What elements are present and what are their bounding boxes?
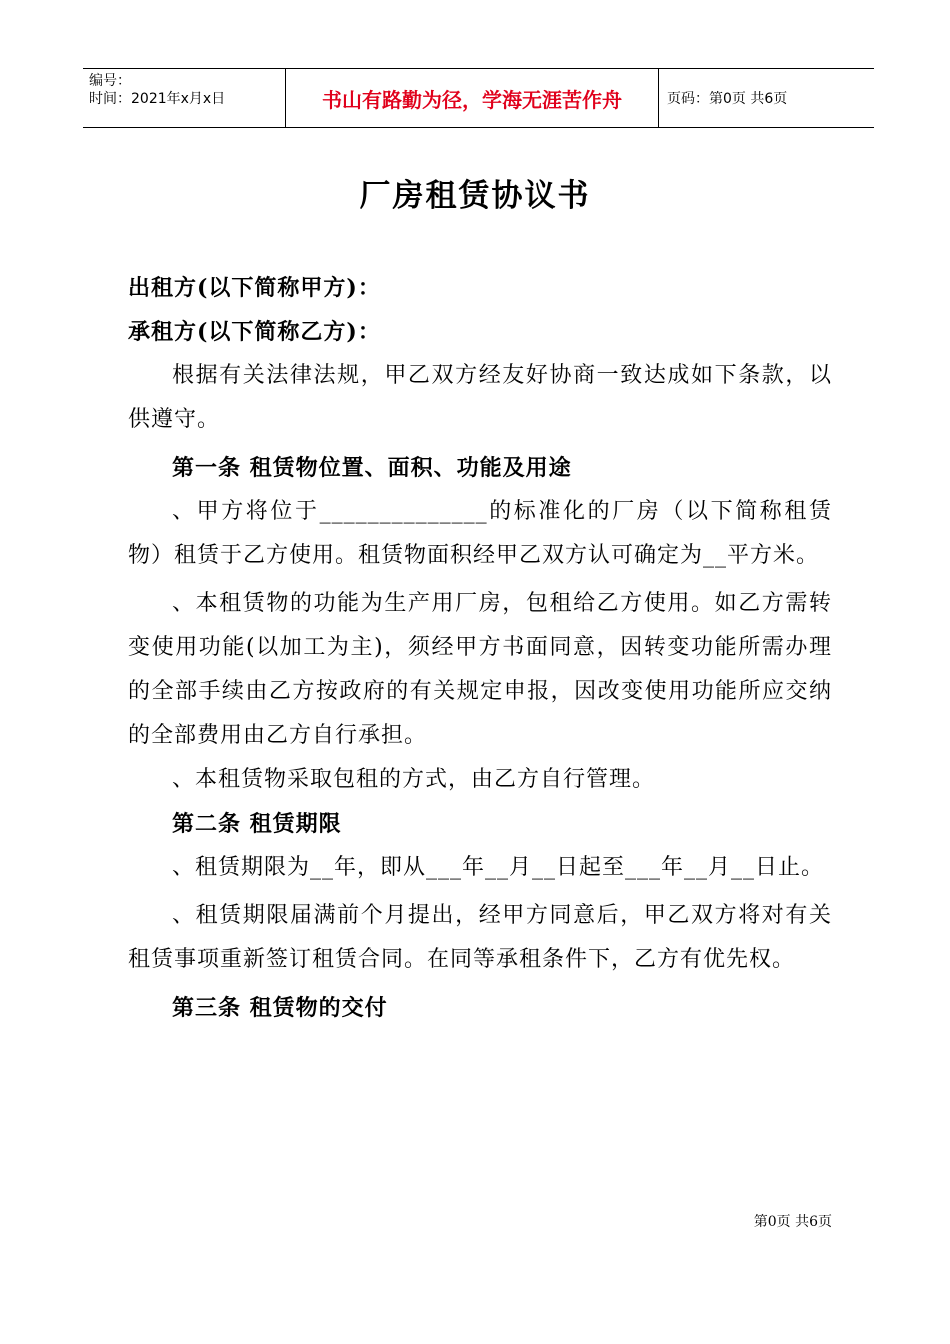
header-meta-cell — [83, 69, 286, 127]
article-1-paragraph-2: 、本租赁物的功能为生产用厂房，包租给乙方使用。如乙方需转变使用功能(以加工为主)，须经甲方书面同意，因转变功能所需办理的全部手续由乙方按政府的有关规定申报，因改变使用功能所应交纳的全部费用由乙方自行承担。 — [128, 591, 832, 748]
header-page-info: 页码：第0页 共6页 — [667, 91, 788, 107]
intro-paragraph: 根据有关法律法规，甲乙双方经友好协商一致达成如下条款，以供遵守。 — [128, 363, 832, 432]
lessee-line: 承租方(以下简称乙方)： — [128, 319, 381, 345]
article-2-paragraph-2: 、租赁期限届满前个月提出，经甲方同意后，甲乙双方将对有关租赁事项重新签订租赁合同。在同等承租条件下，乙方有优先权。 — [128, 903, 832, 972]
article-2-paragraph-1: 、租赁期限为__年，即从___年__月__日起至___年__月__日止。 — [172, 855, 825, 880]
article-1-paragraph-1: 、甲方将位于______________的标准化的厂房（以下简称租赁物）租赁于乙方使用。租赁物面积经甲乙双方认可确定为__平方米。 — [128, 499, 832, 568]
article-3-title: 第三条 租赁物的交付 — [172, 995, 388, 1021]
number-label: 编号： — [89, 73, 131, 89]
article-1-paragraph-3: 、本租赁物采取包租的方式，由乙方自行管理。 — [172, 767, 656, 792]
footer-page-info: 第0页 共6页 — [753, 1214, 832, 1230]
document-title: 厂房租赁协议书 — [359, 178, 591, 214]
time-label: 时间：2021年x月x日 — [89, 91, 226, 107]
article-2-title: 第二条 租赁期限 — [172, 811, 342, 837]
header-table — [83, 68, 874, 128]
document-body — [128, 266, 832, 1030]
header-motto: 书山有路勤为径，学海无涯苦作舟 — [286, 69, 659, 127]
lessor-line: 出租方(以下简称甲方)： — [128, 275, 381, 301]
article-1-title: 第一条 租赁物位置、面积、功能及用途 — [172, 455, 572, 481]
